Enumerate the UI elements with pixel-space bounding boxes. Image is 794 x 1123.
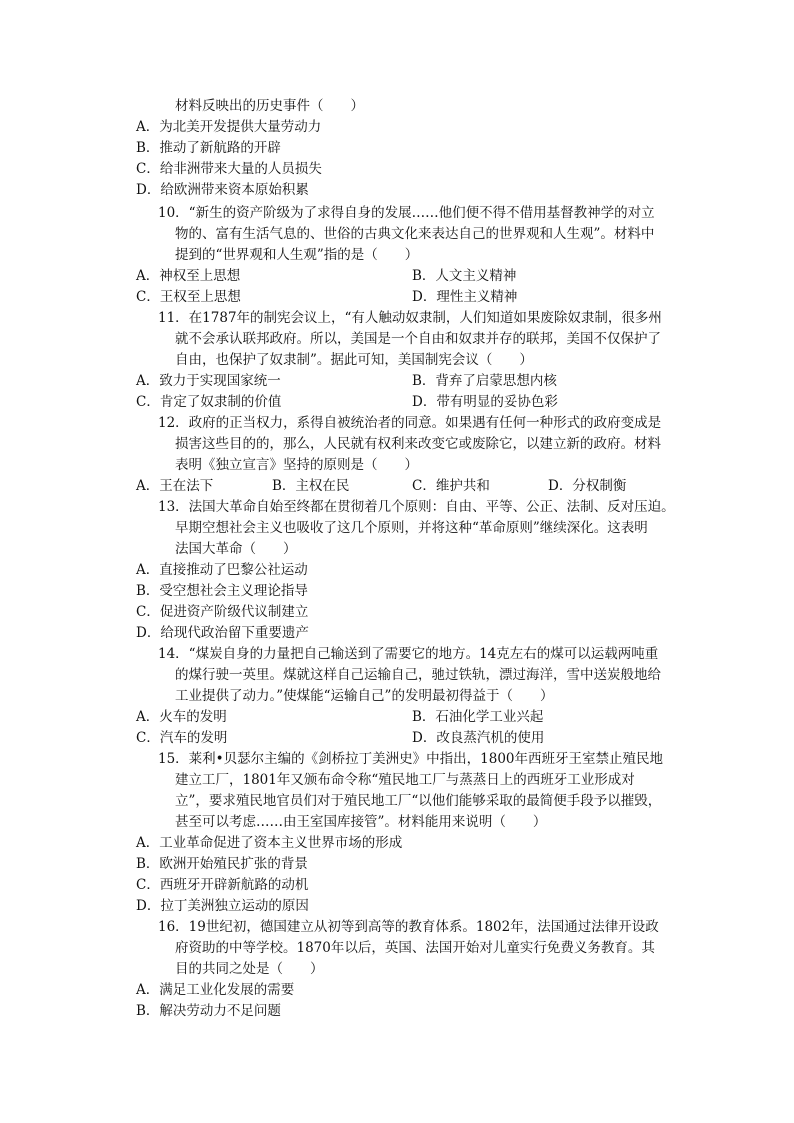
q12-option-c[interactable]: C．维护共和 [412, 478, 490, 494]
q16-stem-line3: 目的共同之处是（ ） [175, 961, 324, 977]
q10-stem-line1: 10．“新生的资产阶级为了求得自身的发展……他们便不得不借用基督教神学的对立 [158, 205, 655, 221]
q10-option-a[interactable]: A．神权至上思想 [136, 268, 241, 284]
q15-stem-line4: 甚至可以考虑……由王室国库接管”。材料能用来说明（ ） [175, 814, 547, 830]
q11-option-c[interactable]: C．肯定了奴隶制的价值 [136, 394, 282, 410]
q13-option-a[interactable]: A．直接推动了巴黎公社运动 [136, 562, 308, 578]
q12-option-b[interactable]: B．主权在民 [272, 478, 350, 494]
q11-option-d[interactable]: D．带有明显的妥协色彩 [412, 394, 558, 410]
q14-option-b[interactable]: B．石油化学工业兴起 [412, 709, 544, 725]
q10-option-d[interactable]: D．理性主义精神 [412, 289, 518, 305]
q13-stem-line3: 法国大革命（ ） [175, 541, 297, 557]
q10-option-c[interactable]: C．王权至上思想 [136, 289, 241, 305]
q13-stem-line2: 早期空想社会主义也吸收了这几个原则，并将这种“革命原则”继续深化。这表明 [175, 520, 648, 536]
q16-option-b[interactable]: B．解决劳动力不足问题 [136, 1003, 281, 1019]
q16-option-a[interactable]: A．满足工业化发展的需要 [136, 982, 295, 998]
q12-option-d[interactable]: D．分权制衡 [548, 478, 627, 494]
q12-stem-line3: 表明《独立宣言》坚持的原则是（ ） [175, 457, 418, 473]
q9-option-a[interactable]: A．为北美开发提供大量劳动力 [136, 119, 322, 135]
q14-stem-line3: 工业提供了动力。”使煤能“运输自己”的发明最初得益于（ ） [175, 688, 554, 704]
q13-option-d[interactable]: D．给现代政治留下重要遗产 [136, 625, 309, 641]
q14-stem-line2: 的煤行驶一英里。煤就这样自己运输自己，驰过铁轨，漂过海洋，雪中送炭般地给 [175, 667, 661, 683]
q14-option-c[interactable]: C．汽车的发明 [136, 730, 228, 746]
q9-stem: 材料反映出的历史事件（ ） [175, 98, 364, 114]
q11-stem-line1: 11．在1787年的制宪会议上，“有人触动奴隶制，人们知道如果废除奴隶制，很多州 [158, 310, 662, 326]
q16-stem-line2: 府资助的中等学校。1870年以后，英国、法国开始对儿童实行免费义务教育。其 [175, 940, 655, 956]
q12-stem-line1: 12．政府的正当权力，系得自被统治者的同意。如果遇有任何一种形式的政府变成是 [158, 415, 662, 431]
q12-option-a[interactable]: A．王在法下 [136, 478, 214, 494]
q11-option-a[interactable]: A．致力于实现国家统一 [136, 373, 281, 389]
q11-stem-line2: 就不会承认联邦政府。所以，美国是一个自由和奴隶并存的联邦，美国不仅保护了 [175, 331, 661, 347]
q15-stem-line2: 建立工厂，1801年又颁布命令称“殖民地工厂与蒸蒸日上的西班牙工业形成对 [175, 772, 635, 788]
q15-stem-line1: 15．莱利•贝瑟尔主编的《剑桥拉丁美洲史》中指出，1800年西班牙王室禁止殖民地 [158, 751, 663, 767]
q13-option-b[interactable]: B．受空想社会主义理论指导 [136, 583, 308, 599]
q15-stem-line3: 立”，要求殖民地官员们对于殖民地工厂“以他们能够采取的最简便手段予以摧毁， [175, 793, 662, 809]
q15-option-c[interactable]: C．西班牙开辟新航路的动机 [136, 877, 309, 893]
q12-stem-line2: 损害这些目的的，那么，人民就有权利来改变它或废除它，以建立新的政府。材料 [175, 436, 661, 452]
q13-stem-line1: 13．法国大革命自始至终都在贯彻着几个原则：自由、平等、公正、法制、反对压迫。 [158, 499, 675, 515]
q14-stem-line1: 14．“煤炭自身的力量把自己输送到了需要它的地方。14克左右的煤可以运载两吨重 [158, 646, 659, 662]
q15-option-a[interactable]: A．工业革命促进了资本主义世界市场的形成 [136, 835, 403, 851]
q9-option-b[interactable]: B．推动了新航路的开辟 [136, 140, 281, 156]
q10-option-b[interactable]: B．人文主义精神 [412, 268, 517, 284]
q10-stem-line3: 提到的“世界观和人生观”指的是（ ） [175, 247, 419, 263]
q14-option-a[interactable]: A．火车的发明 [136, 709, 227, 725]
q16-stem-line1: 16．19世纪初，德国建立从初等到高等的教育体系。1802年，法国通过法律开设政 [158, 919, 659, 935]
q9-option-c[interactable]: C．给非洲带来大量的人员损失 [136, 161, 322, 177]
q11-stem-line3: 自由，也保护了奴隶制”。据此可知，美国制宪会议（ ） [175, 352, 533, 368]
q14-option-d[interactable]: D．改良蒸汽机的使用 [412, 730, 545, 746]
q10-stem-line2: 物的、富有生活气息的、世俗的古典文化来表达自己的世界观和人生观”。材料中 [175, 226, 655, 242]
q15-option-b[interactable]: B．欧洲开始殖民扩张的背景 [136, 856, 308, 872]
q11-option-b[interactable]: B．背弃了启蒙思想内核 [412, 373, 557, 389]
q15-option-d[interactable]: D．拉丁美洲独立运动的原因 [136, 898, 309, 914]
q9-option-d[interactable]: D．给欧洲带来资本原始积累 [136, 182, 309, 198]
q13-option-c[interactable]: C．促进资产阶级代议制建立 [136, 604, 309, 620]
